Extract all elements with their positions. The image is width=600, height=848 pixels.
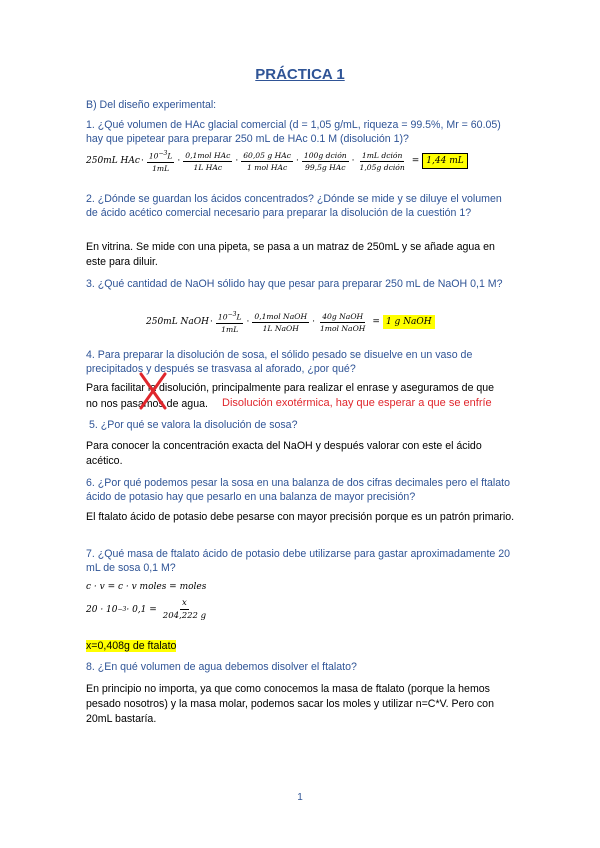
- question-6: 6. ¿Por qué podemos pesar la sosa en una balanza de dos cifras decimales pero el ftalato ácido de potasio hay que pesarlo en una balanza de mayor precisión?: [86, 477, 511, 503]
- equation-7a: c · v = c · v moles = moles: [86, 582, 207, 592]
- answer-4-line2: no nos pasamos de agua.: [86, 398, 208, 410]
- question-4: 4. Para preparar la disolución de sosa, el sólido pesado se disuelve en un vaso de precipitados y después se trasvasa al aforado, ¿por qué?: [86, 349, 473, 375]
- result-highlight-1: 1,44 mL: [422, 153, 467, 169]
- section-heading: B) Del diseño experimental:: [86, 99, 217, 111]
- answer-4-line1: Para facilitar la disolución, principalmente para realizar el enrase y aseguramos de que: [86, 382, 495, 394]
- question-5: 5. ¿Por qué se valora la disolución de sosa?: [89, 419, 298, 431]
- equation-1: 250mL HAc · $\frac{10^{-3}L}{1mL}$ · $\frac{\text{0,1mol HAc}}{\text{1L HAc}}$ · $\frac{\text{60,05 g HAc}}{\text{1 mol HAc}}$ · $\frac{\text{100g dción}}{\text{99,5g HAc}}$ · $\frac{\text{1mL dción}}{\text{1,05g dción}}$ = 1,44 mL: [86, 150, 468, 173]
- eq1-lead: 250mL HAc: [86, 156, 140, 167]
- question-1: 1. ¿Qué volumen de HAc glacial comercial (d = 1,05 g/mL, riqueza = 99.5%, Mr = 60.05) hay que pipetear para preparar 250 mL de HAc 0.1 M (disolución 1)?: [86, 119, 501, 145]
- equation-3: 250mL NaOH · $\frac{10^{-3}L}{1mL}$ · $\frac{\text{0,1mol NaOH}}{\text{1L NaOH}}$ · $\frac{\text{40g NaOH}}{\text{1mol NaOH}}$ = 1 g NaOH: [146, 311, 435, 334]
- page-number: 1: [297, 792, 303, 803]
- question-8: 8. ¿En qué volumen de agua debemos disolver el ftalato?: [86, 661, 357, 673]
- answer-8: En principio no importa, ya que como conocemos la masa de ftalato (porque la hemos pesado nosotros) y la masa molar, podemos sacar los moles y utilizar n=C*V. Pero con 20mL bastaría.: [86, 683, 494, 725]
- red-correction-note: Disolución exotérmica, hay que esperar a que se enfríe: [222, 397, 492, 409]
- answer-6: El ftalato ácido de potasio debe pesarse con mayor precisión porque es un patrón primario.: [86, 511, 515, 523]
- question-2: 2. ¿Dónde se guardan los ácidos concentrados? ¿Dónde se mide y se diluye el volumen de ácido acético comercial necesario para preparar la disolución de la cuestión 1?: [86, 193, 502, 219]
- question-3: 3. ¿Qué cantidad de NaOH sólido hay que pesar para preparar 250 mL de NaOH 0,1 M?: [86, 278, 503, 290]
- question-7: 7. ¿Qué masa de ftalato ácido de potasio debe utilizarse para gastar aproximadamente 20 mL de sosa 0,1 M?: [86, 548, 511, 574]
- result-highlight-3: 1 g NaOH: [383, 315, 435, 329]
- page-title: PRÁCTICA 1: [255, 66, 345, 83]
- answer-7-result: x=0,408g de ftalato: [86, 640, 177, 652]
- eq3-lead: 250mL NaOH: [146, 317, 210, 328]
- answer-5: Para conocer la concentración exacta del NaOH y después valorar con este el ácido acético.: [86, 440, 482, 467]
- answer-2: En vitrina. Se mide con una pipeta, se pasa a un matraz de 250mL y se añade agua en este para diluir.: [86, 241, 495, 268]
- equation-7b: 20 · 10 −3 · 0,1 = $\frac{x}{204,222 g}$: [86, 598, 207, 621]
- red-cross-mark-icon: [138, 371, 168, 411]
